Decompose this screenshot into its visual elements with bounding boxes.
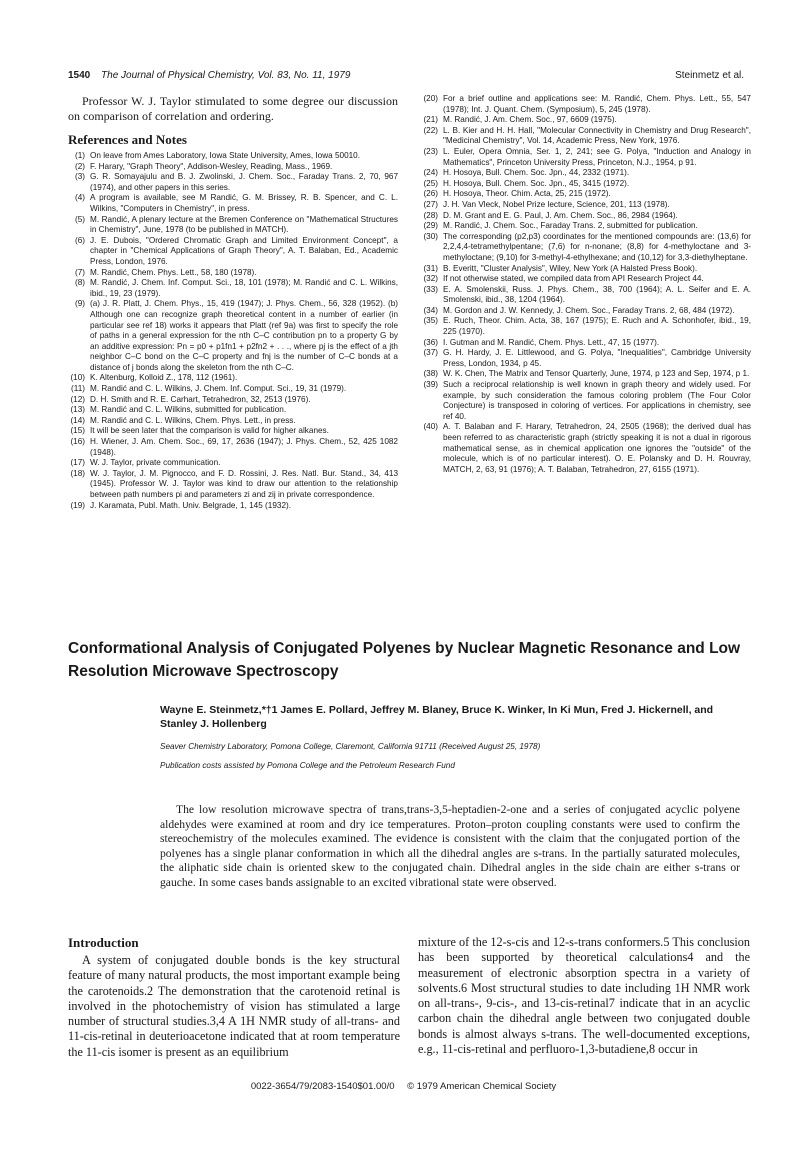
reference-number: (32): [423, 274, 438, 284]
intro-left-column: [68, 935, 400, 1060]
reference-number: (20): [423, 94, 438, 103]
reference-text: K. Altenburg, Kolloid Z., 178, 112 (1961).: [90, 373, 238, 383]
reference-item: [68, 151, 398, 162]
reference-text: On leave from Ames Laboratory, Iowa State University, Ames, Iowa 50010.: [90, 151, 361, 160]
reference-item: [68, 268, 398, 279]
reference-number: (14): [70, 415, 85, 425]
reference-text: A. T. Balaban and F. Harary, Tetrahedron, 24, 2505 (1968); the derived dual has been referred to as characteristic graph (strictly speaking it is not a dual in rigorous mathematical sense, as in chemical application one ignores the "outside" of the molecule, which is of no particular interest). O. E. Polansky and D. H. Rouvray, MATCH, 2, 63, 91 (1976); A. T. Balaban, Tetrahedron, 27, 6155 (1971).: [443, 422, 751, 474]
reference-text: G. R. Somayajulu and B. J. Zwolinski, J. Chem. Soc., Faraday Trans. 2, 70, 967 (1974), and other papers in this series.: [90, 172, 398, 192]
reference-number: (7): [74, 267, 85, 277]
reference-text: W. J. Taylor, private communication.: [90, 458, 221, 468]
reference-number: (33): [423, 284, 438, 294]
reference-text: Such a reciprocal relationship is well known in graph theory and widely used. For example, by such consideration the famous coloring problem (The Four Color Conjecture) is transposed in coloring of vertices. For applications in chemistry, see ref 40.: [443, 380, 751, 421]
reference-list-left: [68, 151, 398, 511]
left-column: [68, 94, 398, 511]
page-footer: [0, 1081, 807, 1092]
reference-item: [68, 172, 398, 193]
reference-number: (24): [423, 168, 438, 178]
reference-item: [421, 115, 751, 126]
reference-list-right: [421, 94, 751, 475]
reference-item: [421, 274, 751, 285]
reference-number: (26): [423, 189, 438, 199]
page-number: 1540: [68, 70, 91, 81]
reference-number: (1): [74, 151, 85, 160]
reference-number: (19): [70, 500, 85, 510]
reference-item: [421, 348, 751, 369]
reference-text: It will be seen later that the comparison is valid for higher alkanes.: [90, 426, 329, 436]
reference-text: H. Hosoya, Bull. Chem. Soc. Jpn., 44, 2332 (1971).: [443, 168, 630, 178]
reference-item: [68, 437, 398, 458]
reference-text: W. K. Chen, The Matrix and Tensor Quarterly, June, 1974, p 123 and Sep, 1974, p 1.: [443, 369, 750, 379]
reference-text: J. H. Van Vleck, Nobel Prize lecture, Science, 201, 113 (1978).: [443, 199, 670, 209]
reference-text: M. Randić, J. Chem. Soc., Faraday Trans. 2, submitted for publication.: [443, 221, 698, 231]
reference-number: (37): [423, 348, 438, 358]
reference-item: [421, 380, 751, 422]
reference-number: (36): [423, 337, 438, 347]
reference-text: F. Harary, "Graph Theory", Addison-Wesley, Reading, Mass., 1969.: [90, 161, 333, 171]
affiliation: Seaver Chemistry Laboratory, Pomona College, Claremont, California 91711 (Received August 25, 1978): [160, 742, 541, 751]
reference-text: J. Karamata, Publ. Math. Univ. Belgrade, 1, 145 (1932).: [90, 500, 292, 510]
reference-number: (22): [423, 125, 438, 135]
reference-item: [68, 395, 398, 406]
reference-text: M. Randić and C. L. Wilkins, submitted for publication.: [90, 405, 287, 415]
reference-item: [68, 236, 398, 268]
reference-number: (27): [423, 199, 438, 209]
reference-item: [421, 232, 751, 264]
reference-text: (a) J. R. Platt, J. Chem. Phys., 15, 419 (1947); J. Phys. Chem., 56, 328 (1952). (b) Although one can recognize graph theoretical content in a number of earlier (in particular see ref 18) works it appears that Platt (ref 9a) was first to specify the role of paths in a general expression for the nth C–C contribution pn to a property G by an additive expression: Pn = p0 + p1fn1 + p2fn2 + . . ., where pj is the effect of a jth neighbor C–C bond on the C–C property and fnj is the number of C–C bonds at a distance of j bonds along the skeleton from the nth C–C.: [90, 299, 398, 372]
reference-item: [68, 416, 398, 427]
reference-text: H. Wiener, J. Am. Chem. Soc., 69, 17, 2636 (1947); J. Phys. Chem., 52, 425 1082 (1948).: [90, 437, 398, 457]
reference-item: [68, 162, 398, 173]
reference-item: [421, 168, 751, 179]
reference-number: (4): [74, 193, 85, 203]
reference-item: [421, 200, 751, 211]
reference-item: [421, 264, 751, 275]
reference-number: (25): [423, 178, 438, 188]
reference-text: For a brief outline and applications see: M. Randić, Chem. Phys. Lett., 55, 547 (1978); Int. J. Quant. Chem. (Symposium), 5, 245 (1978).: [443, 94, 751, 114]
reference-text: H. Hosoya, Theor. Chim. Acta, 25, 215 (1972).: [443, 189, 611, 199]
reference-number: (12): [70, 394, 85, 404]
reference-number: (40): [423, 422, 438, 432]
introduction-heading: Introduction: [68, 935, 139, 950]
reference-number: (21): [423, 115, 438, 125]
reference-item: [68, 215, 398, 236]
author-list: Wayne E. Steinmetz,*†1 James E. Pollard, Jeffrey M. Blaney, Bruce K. Winker, In Ki Mun, Fred J. Hickernell, and Stanley J. Hollenberg: [160, 704, 714, 730]
abstract: The low resolution microwave spectra of trans,trans-3,5-heptadien-2-one and a series of conjugated acyclic polyene aldehydes were examined at room and dry ice temperatures. Proton–proton coupling constants were used to confirm the stereochemistry of the molecules examined. The evidence is consistent with the claim that the conjugated portion of the polyenes has a single planar conformation in which all the dihedral angles are s-trans. In the partially saturated molecules, the aliphatic side chain is oriented skew to the conjugated chain. Dihedral angles in the side chain are either s-trans or gauche. In some cases bands assignable to an excited vibrational state were observed.: [160, 803, 740, 889]
running-head: Steinmetz et al.: [675, 70, 744, 81]
reference-item: [421, 189, 751, 200]
reference-text: G. H. Hardy, J. E. Littlewood, and G. Polya, "Inequalities", Cambridge University Press, London, 1934, p 45.: [443, 348, 751, 368]
right-column: [421, 94, 751, 475]
reference-number: (15): [70, 426, 85, 436]
reference-text: If not otherwise stated, we compiled data from API Research Project 44.: [443, 274, 704, 284]
reference-item: [421, 94, 751, 115]
reference-number: (34): [423, 305, 438, 315]
reference-number: (30): [423, 231, 438, 241]
reference-text: A program is available, see M Randić, G. M. Brissey, R. B. Spencer, and C. L. Wilkins, "Computers in Chemistry", in press.: [90, 193, 398, 213]
reference-number: (5): [74, 214, 85, 224]
reference-text: E. A. Smolenskii, Russ. J. Phys. Chem., 38, 700 (1964); A. L. Seifer and E. A. Smolenski, ibid., 38, 1204 (1964).: [443, 284, 751, 305]
journal-citation: The Journal of Physical Chemistry, Vol. 83, No. 11, 1979: [101, 70, 351, 81]
reference-number: (8): [74, 278, 85, 288]
introduction-text-left: A system of conjugated double bonds is the key structural feature of many natural products, the most important example being the carotenoids.2 The demonstration that the carotenoid retinal is involved in the photochemistry of vision has stimulated a large number of structural studies.3,4 A 1H NMR study of all-trans- and 11-cis-retinal in deuterioacetone indicated that at room temperature the 11-cis isomer is present as an equilibrium: [68, 953, 400, 1059]
reference-item: [421, 369, 751, 380]
reference-item: [68, 458, 398, 469]
copyright: © 1979 American Chemical Society: [407, 1081, 557, 1092]
reference-item: [421, 306, 751, 317]
reference-text: I. Gutman and M. Randić, Chem. Phys. Lett., 47, 15 (1977).: [443, 337, 660, 347]
reference-item: [68, 405, 398, 416]
reference-item: [421, 316, 751, 337]
reference-number: (31): [423, 263, 438, 273]
reference-text: M. Randić, A plenary lecture at the Bremen Conference on "Mathematical Structures in Chemistry", June, 1978 (to be published in MATCH).: [90, 214, 398, 235]
reference-text: B. Everitt, "Cluster Analysis", Wiley, New York (A Halsted Press Book).: [443, 263, 698, 273]
reference-item: [421, 285, 751, 306]
acknowledgment: Professor W. J. Taylor stimulated to some degree our discussion on comparison of correlation and ordering.: [68, 94, 398, 123]
reference-number: (28): [423, 210, 438, 220]
reference-number: (16): [70, 437, 85, 447]
reference-text: J. E. Dubois, "Ordered Chromatic Graph and Limited Environment Concept", a chapter in "Chemical Applications of Graph Theory", A. T. Balaban, Ed., Academic Press, London, 1976.: [90, 235, 398, 266]
reference-number: (23): [423, 146, 438, 156]
reference-number: (35): [423, 316, 438, 326]
reference-text: M. Gordon and J. W. Kennedy, J. Chem. Soc., Faraday Trans. 2, 68, 484 (1972).: [443, 305, 735, 315]
reference-number: (39): [423, 380, 438, 390]
reference-text: W. J. Taylor, J. M. Pignocco, and F. D. Rossini, J. Res. Natl. Bur. Stand., 34, 413 (1945). Professor W. J. Taylor was kind to draw our attention to the relationship between path numbers pi and parameters zi and zij in private correspondence.: [90, 468, 398, 499]
reference-number: (18): [70, 468, 85, 478]
reference-item: [68, 501, 398, 512]
reference-item: [421, 422, 751, 475]
reference-item: [421, 126, 751, 147]
reference-text: H. Hosoya, Bull. Chem. Soc. Jpn., 45, 3415 (1972).: [443, 178, 630, 188]
references-heading: References and Notes: [68, 132, 187, 147]
reference-number: (6): [74, 235, 85, 245]
reference-text: M. Randić, J. Chem. Inf. Comput. Sci., 18, 101 (1978); M. Randić and C. L. Wilkins, ibid., 19, 23 (1979).: [90, 278, 398, 298]
reference-item: [421, 221, 751, 232]
introduction-text-right: mixture of the 12-s-cis and 12-s-trans conformers.5 This conclusion has been supported by theoretical calculations4 and the measurement of electronic absorption spectra in a variety of solvents.6 Most structural studies to date including 1H NMR work on all-trans-, 9-cis-, and 13-cis-retinal7 indicate that in an acyclic carbon chain the dihedral angle between two conjugated double bonds is almost always s-trans. The well-documented exceptions, e.g., 11-cis-retinal and perfluoro-1,3-butadiene,8 occur in: [418, 935, 750, 1057]
intro-right-column: [418, 935, 750, 1057]
reference-text: L. B. Kier and H. H. Hall, "Molecular Connectivity in Chemistry and Drug Research", "Medicinal Chemistry", Vol. 14, Academic Press, New York, 1976.: [443, 125, 751, 146]
article-code: 0022-3654/79/2083-1540$01.00/0: [250, 1081, 395, 1092]
reference-text: M. Randić, Chem. Phys. Lett., 58, 180 (1978).: [90, 267, 257, 277]
reference-item: [421, 338, 751, 349]
page-header: [68, 70, 744, 84]
reference-text: M. Randić and C. L. Wilkins, J. Chem. Inf. Comput. Sci., 19, 31 (1979).: [90, 384, 347, 394]
reference-number: (29): [423, 221, 438, 231]
reference-item: [421, 179, 751, 190]
reference-item: [421, 147, 751, 168]
reference-number: (10): [70, 373, 85, 383]
reference-text: The corresponding (p2,p3) coordinates for the mentioned compounds are: (13,6) for 2,2,4,4-tetramethylpentane; (7,6) for n-nonane; (8,8) for 4-methyloctane and 3-methyloctane; (9,10) for 3-methyl-4-ethylhexane; and (10,12) for 3,3-diethylheptane.: [443, 231, 751, 262]
header-left: [68, 70, 350, 81]
reference-item: [68, 373, 398, 384]
reference-item: [68, 426, 398, 437]
reference-text: E. Ruch, Theor. Chim. Acta, 38, 167 (1975); E. Ruch and A. Schonhofer, ibid., 19, 225 (1970).: [443, 316, 751, 337]
article-title: Conformational Analysis of Conjugated Polyenes by Nuclear Magnetic Resonance and Low Resolution Microwave Spectroscopy: [68, 640, 741, 680]
reference-number: (3): [74, 172, 85, 182]
reference-number: (11): [71, 384, 85, 394]
reference-text: M. Randić, J. Am. Chem. Soc., 97, 6609 (1975).: [443, 115, 617, 125]
reference-number: (2): [74, 161, 85, 171]
reference-number: (13): [70, 405, 85, 415]
reference-text: D. M. Grant and E. G. Paul, J. Am. Chem. Soc., 86, 2984 (1964).: [443, 210, 678, 220]
reference-text: D. H. Smith and R. E. Carhart, Tetrahedron, 32, 2513 (1976).: [90, 394, 311, 404]
reference-item: [68, 384, 398, 395]
reference-text: L. Euler, Opera Omnia, Ser. 1, 2, 241; see G. Polya, "Induction and Analogy in Mathematics", Princeton University Press, Princeton, N.J., 1954, p 91.: [443, 146, 751, 167]
reference-text: M. Randić and C. L. Wilkins, Chem. Phys. Lett., in press.: [90, 415, 296, 425]
reference-item: [68, 193, 398, 214]
reference-item: [68, 469, 398, 501]
reference-item: [68, 278, 398, 299]
reference-item: [421, 211, 751, 222]
reference-number: (17): [70, 458, 85, 468]
reference-number: (9): [74, 299, 85, 309]
publication-note: Publication costs assisted by Pomona College and the Petroleum Research Fund: [160, 761, 455, 770]
reference-number: (38): [423, 369, 438, 379]
reference-item: [68, 299, 398, 373]
